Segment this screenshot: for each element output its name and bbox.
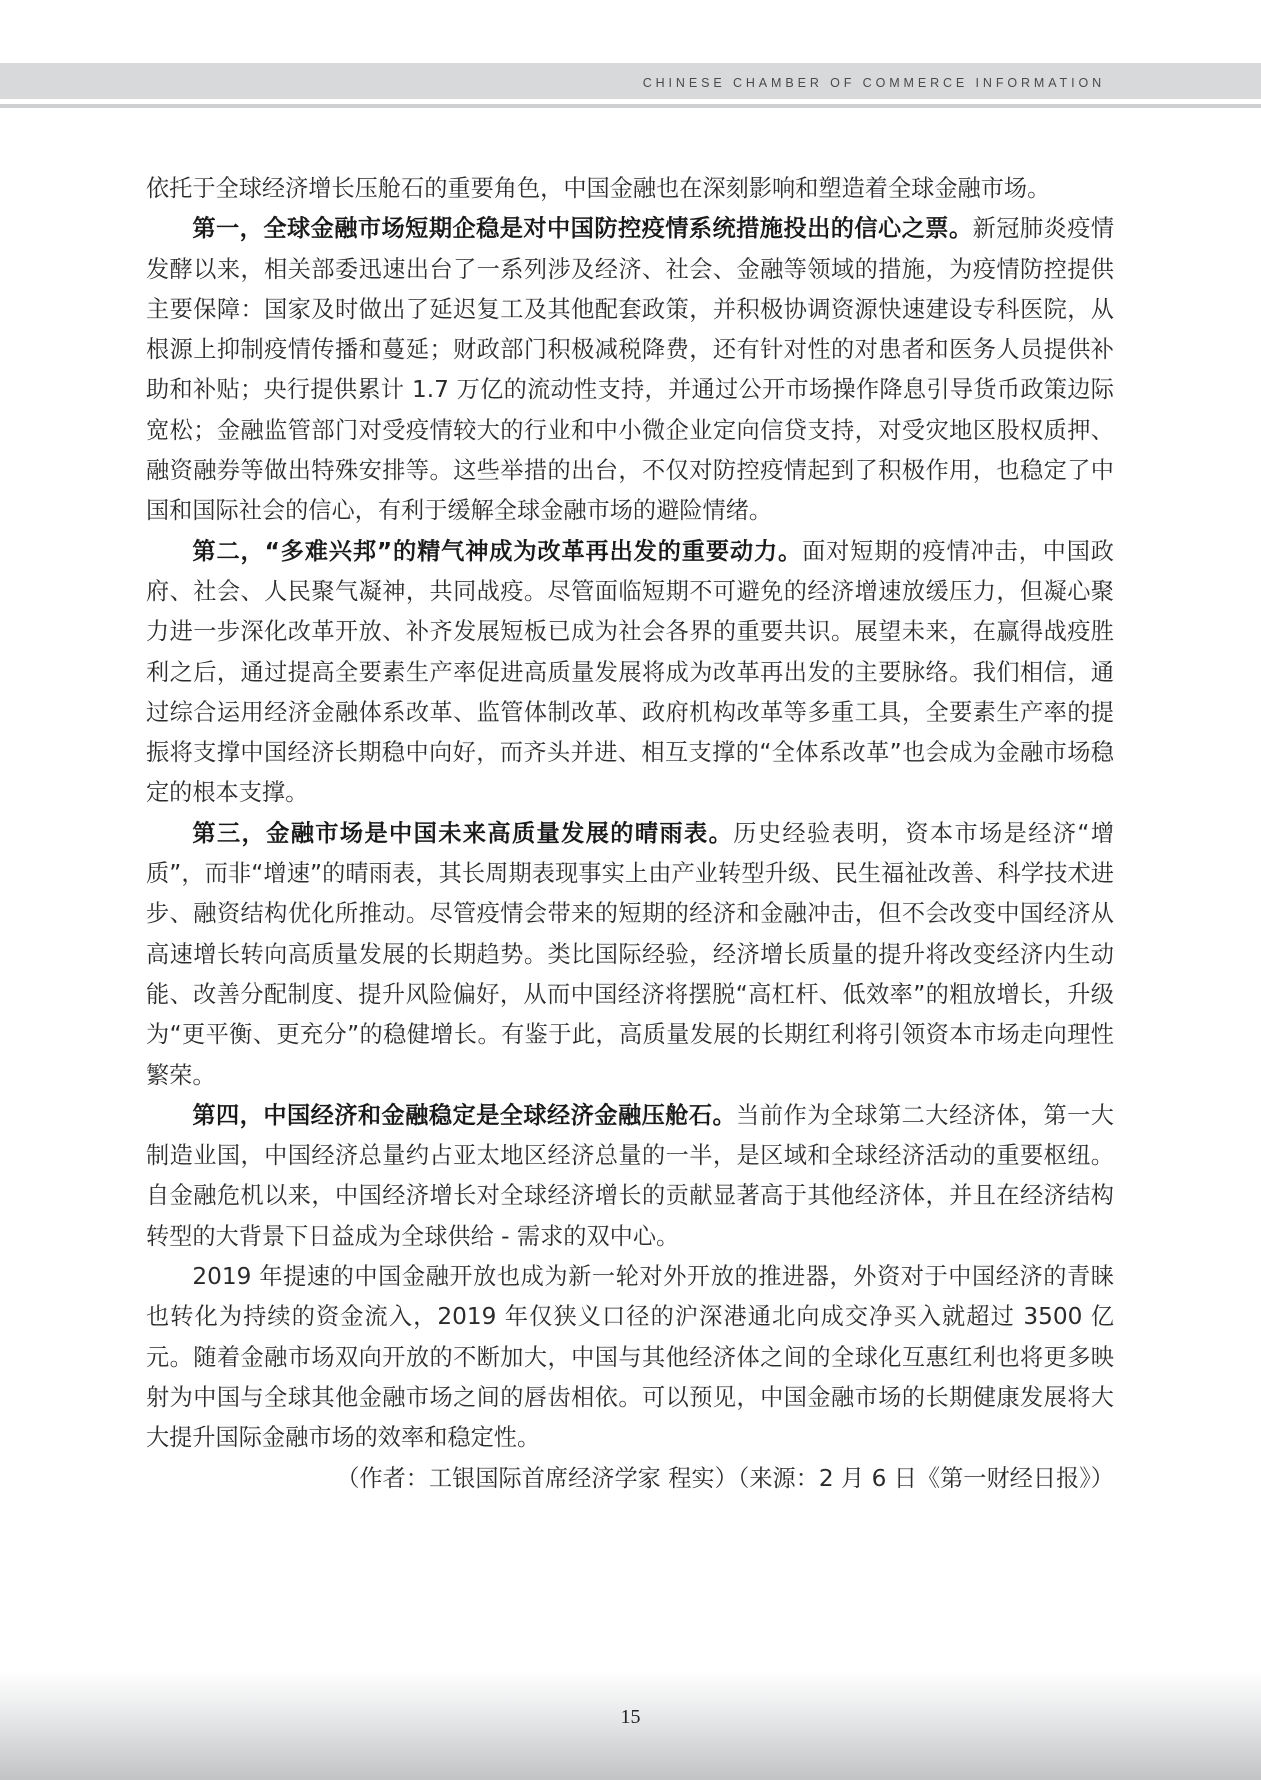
paragraph-point-3 — [146, 814, 1114, 1096]
paragraph-point-2 — [146, 532, 1114, 814]
point-1-heading: 第一，全球金融市场短期企稳是对中国防控疫情系统措施投出的信心之票。 — [192, 215, 973, 243]
page-number: 15 — [620, 1706, 641, 1728]
paragraph-point-4 — [146, 1096, 1114, 1257]
paragraph-point-1 — [146, 209, 1114, 531]
author-source-byline: （作者：工银国际首席经济学家 程实）（来源：2 月 6 日《第一财经日报》） — [336, 1464, 1114, 1492]
closing-paragraph: 2019 年提速的中国金融开放也成为新一轮对外开放的推进器，外资对于中国经济的青睐也转化为持续的资金流入，2019 年仅狭义口径的沪深港通北向成交净买入就超过 3500 亿元。随着金融市场双向开放的不断加大，中国与其他经济体之间的全球化互惠红利也将更多映射为中国与全球其他金融市场之间的唇齿相依。可以预见，中国金融市场的长期健康发展将大大提升国际金融市场的效率和稳定性。 — [146, 1263, 1114, 1452]
point-2-heading: 第二，“多难兴邦”的精气神成为改革再出发的重要动力。 — [192, 537, 803, 565]
point-4-body: 当前作为全球第二大经济体，第一大制造业国，中国经济总量约占亚太地区经济总量的一半，是区域和全球经济活动的重要枢纽。自金融危机以来，中国经济增长对全球经济增长的贡献显著高于其他经济体，并且在经济结构转型的大背景下日益成为全球供给 - 需求的双中心。 — [146, 1101, 1114, 1250]
point-3-heading: 第三，金融市场是中国未来高质量发展的晴雨表。 — [192, 819, 734, 847]
point-2-body: 面对短期的疫情冲击，中国政府、社会、人民聚气凝神，共同战疫。尽管面临短期不可避免的经济增速放缓压力，但凝心聚力进一步深化改革开放、补齐发展短板已成为社会各界的重要共识。展望未来，在赢得战疫胜利之后，通过提高全要素生产率促进高质量发展将成为改革再出发的主要脉络。我们相信，通过综合运用经济金融体系改革、监管体制改革、政府机构改革等多重工具，全要素生产率的提振将支撑中国经济长期稳中向好，而齐头并进、相互支撑的“全体系改革”也会成为金融市场稳定的根本支撑。 — [146, 537, 1114, 807]
article-body — [146, 169, 1114, 1499]
intro-paragraph: 依托于全球经济增长压舱石的重要角色，中国金融也在深刻影响和塑造着全球金融市场。 — [146, 175, 1051, 202]
point-4-heading: 第四，中国经济和金融稳定是全球经济金融压舱石。 — [192, 1101, 737, 1129]
header-divider — [0, 104, 1261, 108]
running-header: CHINESE CHAMBER OF COMMERCE INFORMATION — [642, 76, 1105, 90]
point-1-body: 新冠肺炎疫情发酵以来，相关部委迅速出台了一系列涉及经济、社会、金融等领域的措施，为疫情防控提供主要保障：国家及时做出了延迟复工及其他配套政策，并积极协调资源快速建设专科医院，从根源上抑制疫情传播和蔓延；财政部门积极减税降费，还有针对性的对患者和医务人员提供补助和补贴；央行提供累计 1.7 万亿的流动性支持，并通过公开市场操作降息引导货币政策边际宽松；金融监管部门对受疫情较大的行业和中小微企业定向信贷支持，对受灾地区股权质押、融资融券等做出特殊安排等。这些举措的出台，不仅对防控疫情起到了积极作用，也稳定了中国和国际社会的信心，有利于缓解全球金融市场的避险情绪。 — [146, 215, 1115, 525]
point-3-body: 历史经验表明，资本市场是经济“增质”，而非“增速”的晴雨表，其长周期表现事实上由产业转型升级、民生福祉改善、科学技术进步、融资结构优化所推动。尽管疫情会带来的短期的经济和金融冲击，但不会改变中国经济从高速增长转向高质量发展的长期趋势。类比国际经验，经济增长质量的提升将改变经济内生动能、改善分配制度、提升风险偏好，从而中国经济将摆脱“高杠杆、低效率”的粗放增长，升级为“更平衡、更充分”的稳健增长。有鉴于此，高质量发展的长期红利将引领资本市场走向理性繁荣。 — [146, 819, 1114, 1089]
